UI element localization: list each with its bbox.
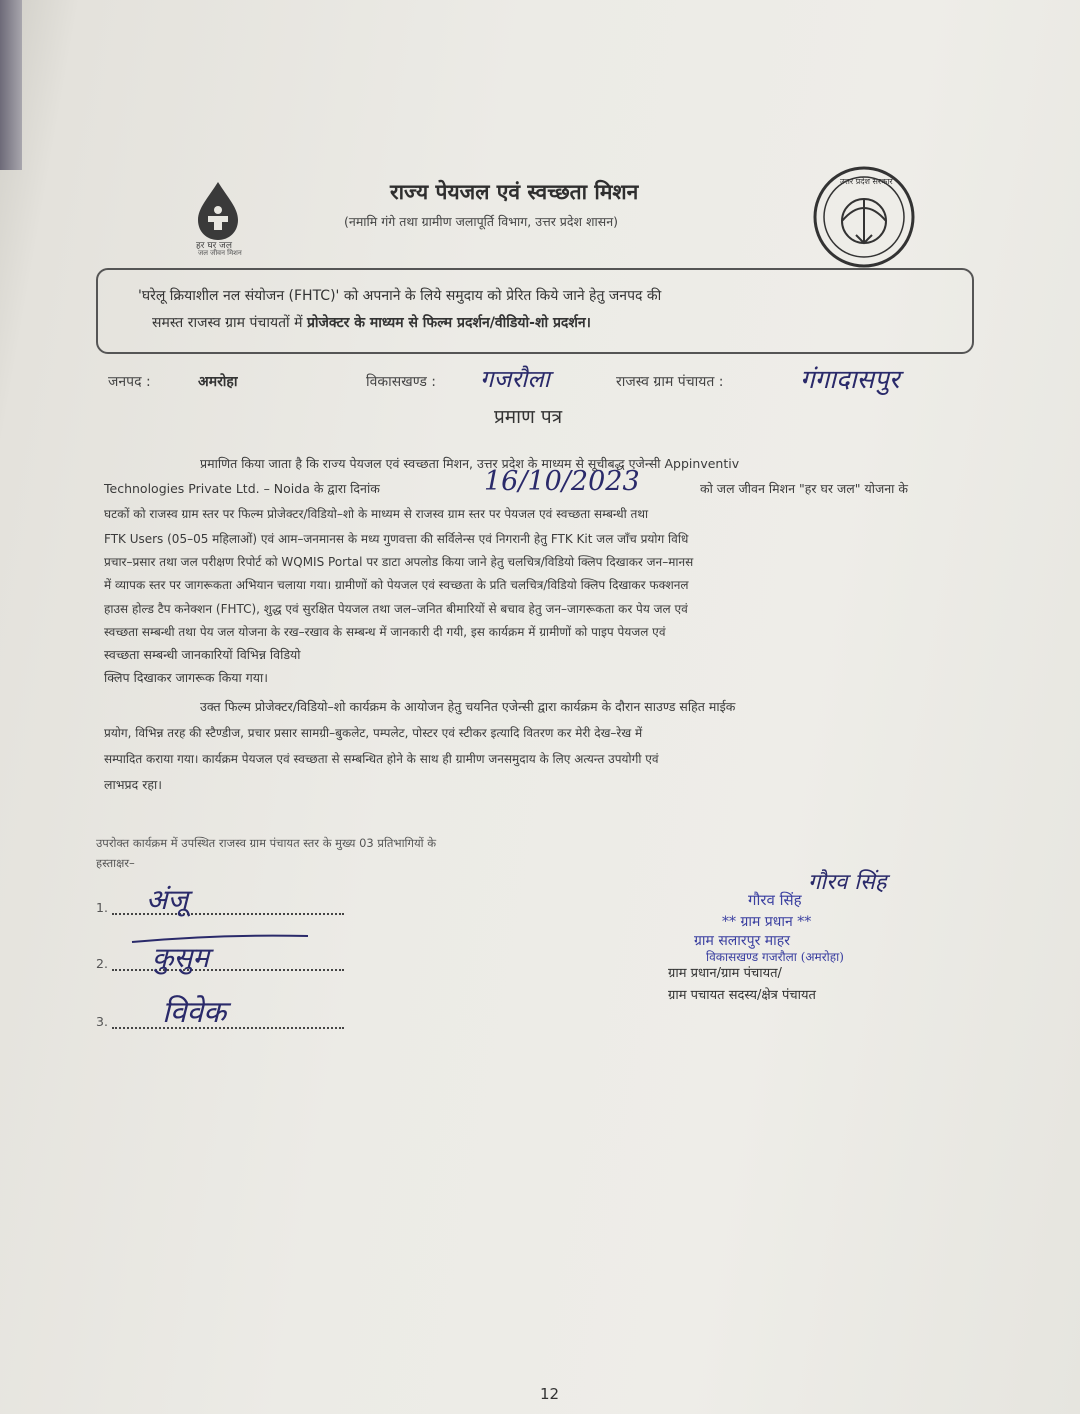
participant-2-num: 2. — [96, 956, 108, 971]
page-fold-shadow — [0, 0, 22, 170]
participant-3-line — [112, 1026, 344, 1029]
panchayat-value-handwritten: गंगादासपुर — [800, 365, 900, 395]
subject-line-2-bold: प्रोजेक्टर के माध्यम से फिल्म प्रदर्शन/वीडियो-शो प्रदर्शन। — [306, 315, 591, 331]
stamp-role: ** ग्राम प्रधान ** — [722, 914, 812, 930]
subject-line-2-normal: समस्त राजस्व ग्राम पंचायतों में — [152, 315, 307, 331]
para2-line-1: उक्त फिल्म प्रोजेक्टर/विडियो–शो कार्यक्रम के आयोजन हेतु चयनित एजेन्सी द्वारा कार्यक्रम के दौरान साउण्ड सहित माईक — [200, 699, 736, 714]
subject-line-1: 'घरेलू क्रियाशील नल संयोजन (FHTC)' को अपनाने के लिये समुदाय को प्रेरित किये जाने हेतु जनपद की — [138, 288, 662, 304]
body-line-9: स्वच्छता सम्बन्धी जानकारियों विभिन्न विडियो — [104, 647, 301, 662]
stamp-block: विकासखण्ड गजरौला (अमरोहा) — [706, 950, 844, 964]
participant-3-signature: विवेक — [162, 995, 227, 1030]
body-line-4: FTK Users (05–05 महिलाओं) एवं आम–जनमानस के मध्य गुणवत्ता की सर्विलेन्स एवं निगरानी हेतु FTK Kit जल जाँच प्रयोग विधि — [104, 532, 689, 546]
participant-3-num: 3. — [96, 1014, 108, 1029]
para2-line-3: सम्पादित कराया गया। कार्यक्रम पेयजल एवं स्वच्छता से सम्बन्धित होने के साथ ही ग्रामीण जनसमुदाय के लिए अत्यन्त उपयोगी एवं — [104, 752, 659, 766]
body-line-6: में व्यापक स्तर पर जागरूकता अभियान चलाया गया। ग्रामीणों को पेयजल एवं स्वच्छता के प्रति चलचित्र/विडियो क्लिप दिखाकर फक्शनल — [104, 578, 689, 592]
para2-line-4: लाभप्रद रहा। — [104, 777, 162, 792]
district-label: जनपद : — [108, 374, 151, 390]
block-label: विकासखण्ड : — [366, 374, 437, 390]
body-line-5: प्रचार–प्रसार तथा जल परीक्षण रिपोर्ट को WQMIS Portal पर डाटा अपलोड किया जाने हेतु चलचित्र/विडियो क्लिप दिखाकर जन–मानस — [104, 555, 694, 569]
body-line-10: क्लिप दिखाकर जागरूक किया गया। — [104, 670, 269, 685]
district-value: अमरोहा — [198, 374, 238, 390]
handwritten-date: 16/10/2023 — [484, 466, 640, 497]
participants-intro-2: हस्ताक्षर– — [96, 856, 135, 870]
page-number: 12 — [540, 1385, 560, 1403]
header-title: राज्य पेयजल एवं स्वच्छता मिशन — [390, 180, 639, 204]
body-line-7: हाउस होल्ड टैप कनेक्शन (FHTC), शुद्ध एवं सुरक्षित पेयजल तथा जल–जनित बीमारियों से बचाव हेतु जन–जागरूकता कर पेय जल एवं — [104, 602, 688, 616]
participant-1-signature: अंजू — [146, 883, 189, 916]
pradhan-signature: गौरव सिंह — [808, 870, 887, 895]
seal-text: उत्तर प्रदेश सरकार — [840, 177, 893, 186]
certificate-heading: प्रमाण पत्र — [494, 406, 563, 428]
logo-subtext: जल जीवन मिशन — [198, 249, 242, 257]
subject-box — [96, 268, 974, 354]
designation-line-2: ग्राम पचायत सदस्य/क्षेत्र पंचायत — [668, 988, 816, 1003]
block-value-handwritten: गजरौला — [480, 365, 550, 393]
participant-2-line — [112, 968, 344, 971]
participant-1-num: 1. — [96, 900, 108, 915]
header-subtitle: (नमामि गंगे तथा ग्रामीण जलापूर्ति विभाग, उत्तर प्रदेश शासन) — [344, 214, 619, 229]
body-line-2b: को जल जीवन मिशन "हर घर जल" योजना के — [700, 481, 908, 496]
panchayat-label: राजस्व ग्राम पंचायत : — [616, 374, 724, 390]
subject-line-2 — [152, 313, 591, 332]
stamp-name: गौरव सिंह — [748, 891, 802, 909]
body-line-8: स्वच्छता सम्बन्धी तथा पेय जल योजना के रख–रखाव के सम्बन्ध में जानकारी दी गयी, इस कार्यक्रम में ग्रामीणों को पाइप पेयजल एवं — [104, 625, 666, 639]
body-line-3: घटकों को राजस्व ग्राम स्तर पर फिल्म प्रोजेक्टर/विडियो–शो के माध्यम से राजस्व ग्राम स्तर पर पेयजल एवं स्वच्छता सम्बन्धी तथा — [104, 507, 649, 521]
body-line-1: प्रमाणित किया जाता है कि राज्य पेयजल एवं स्वच्छता मिशन, उत्तर प्रदेश के माध्यम से सूचीबद्ध एजेन्सी Appinventiv — [200, 456, 740, 471]
body-line-2a: Technologies Private Ltd. – Noida के द्वारा दिनांक — [104, 481, 380, 496]
logo-text: हर घर जल — [196, 241, 232, 251]
stamp-place: ग्राम सलारपुर माहर — [694, 933, 790, 949]
designation-line-1: ग्राम प्रधान/ग्राम पंचायत/ — [668, 966, 782, 981]
para2-line-2: प्रयोग, विभिन्न तरह की स्टैण्डीज, प्रचार प्रसार सामग्री–बुकलेट, पम्पलेट, पोस्टर एवं स्टीकर इत्यादि वितरण कर मेरी देख–रेख में — [104, 726, 643, 740]
participant-2-signature: कुसुम — [152, 941, 210, 974]
participants-intro-1: उपरोक्त कार्यक्रम में उपस्थित राजस्व ग्राम पंचायत स्तर के मुख्य 03 प्रतिभागियों के — [96, 836, 437, 850]
